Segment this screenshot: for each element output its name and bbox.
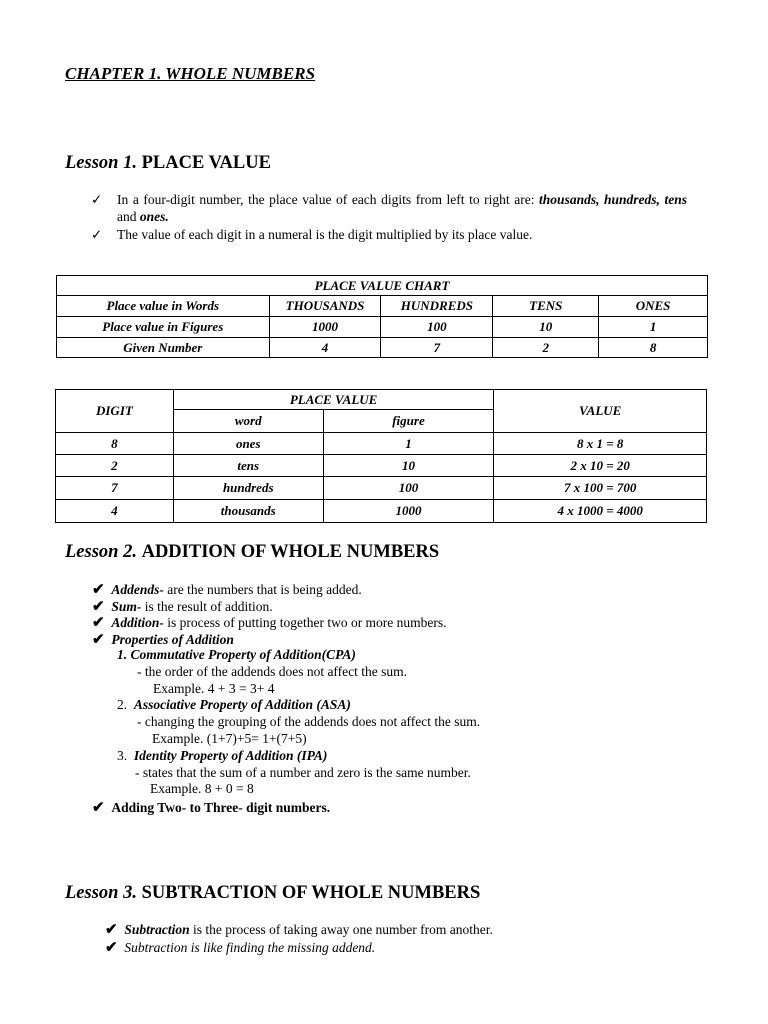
digit-header: DIGIT xyxy=(56,390,174,433)
lesson-1-main-title: PLACE VALUE xyxy=(141,153,271,173)
addends-definition: are the numbers that is being added. xyxy=(163,582,362,597)
table-cell: 8 xyxy=(599,338,708,358)
adding-title: Adding Two- to Three- digit numbers. xyxy=(111,800,331,815)
table-row xyxy=(56,477,707,500)
table-cell: Given Number xyxy=(57,338,270,358)
bullet-1-text: In a four-digit number, the place value of each digits from left to right are: xyxy=(117,192,540,207)
adding-numbers-item xyxy=(92,798,330,817)
table-cell: 2 xyxy=(493,338,599,358)
check-icon: ✔ xyxy=(105,940,118,956)
value-header: VALUE xyxy=(494,390,707,433)
lesson-3-main-title: SUBTRACTION OF WHOLE NUMBERS xyxy=(141,883,481,903)
header-cell: THOUSANDS xyxy=(269,296,381,317)
lesson-1-title xyxy=(65,153,271,174)
digit-value-table xyxy=(55,389,707,523)
word-header: word xyxy=(173,410,323,433)
chart-title: PLACE VALUE CHART xyxy=(57,276,708,296)
table-cell: 4 x 1000 = 4000 xyxy=(494,500,707,523)
table-cell: tens xyxy=(173,455,323,477)
bullet-text xyxy=(117,191,687,225)
check-icon: ✔ xyxy=(92,599,105,615)
table-cell: 100 xyxy=(323,477,494,500)
table-cell: thousands xyxy=(173,500,323,523)
table-cell: 7 xyxy=(381,338,493,358)
check-icon: ✔ xyxy=(92,800,105,816)
place-value-chart xyxy=(56,275,708,358)
asa-description: - changing the grouping of the addends does not affect the sum. xyxy=(137,714,481,729)
table-cell: 100 xyxy=(381,317,493,338)
cpa-description: - the order of the addends does not affect the sum. xyxy=(137,664,408,679)
table-cell: 10 xyxy=(493,317,599,338)
sum-definition: is the result of addition. xyxy=(141,599,273,614)
table-cell: 10 xyxy=(323,455,494,477)
missing-addend-item xyxy=(105,938,375,957)
place-value-header: PLACE VALUE xyxy=(173,390,494,410)
table-cell: 1000 xyxy=(269,317,381,338)
addition-term: Addition- xyxy=(111,615,164,630)
check-icon: ✓ xyxy=(91,227,103,242)
table-cell: 1 xyxy=(599,317,708,338)
table-cell: 4 xyxy=(56,500,174,523)
bullet-2-text: The value of each digit in a numeral is the digit multiplied by its place value. xyxy=(117,227,533,242)
table-cell: ones xyxy=(173,433,323,455)
header-cell: Place value in Words xyxy=(57,296,270,317)
ipa-title-line xyxy=(117,748,327,764)
ipa-title: Identity Property of Addition (IPA) xyxy=(133,748,328,763)
lesson-2-title xyxy=(65,542,439,563)
table-cell: 4 xyxy=(269,338,381,358)
check-icon: ✔ xyxy=(105,922,118,938)
asa-title: Associative Property of Addition (ASA) xyxy=(133,697,351,712)
lesson-3-title xyxy=(65,883,480,904)
missing-addend-text: Subtraction is like finding the missing addend. xyxy=(124,940,376,955)
sum-term: Sum- xyxy=(111,599,142,614)
subtraction-definition: is the process of taking away one number from another. xyxy=(189,922,493,937)
table-cell: 1000 xyxy=(323,500,494,523)
check-icon: ✔ xyxy=(92,615,105,631)
table-cell: hundreds xyxy=(173,477,323,500)
table-cell: 1 xyxy=(323,433,494,455)
asa-example: Example. (1+7)+5= 1+(7+5) xyxy=(152,731,307,746)
table-cell: 7 x 100 = 700 xyxy=(494,477,707,500)
check-icon: ✔ xyxy=(92,632,105,648)
table-cell: 2 xyxy=(56,455,174,477)
addends-term: Addends- xyxy=(111,582,164,597)
chapter-title: CHAPTER 1. WHOLE NUMBERS xyxy=(65,64,316,83)
figure-header: figure xyxy=(323,410,494,433)
ipa-description: - states that the sum of a number and zero is the same number. xyxy=(135,765,471,780)
ipa-example: Example. 8 + 0 = 8 xyxy=(150,781,254,796)
table-row xyxy=(56,455,707,477)
cpa-example: Example. 4 + 3 = 3+ 4 xyxy=(153,681,275,696)
check-icon: ✔ xyxy=(92,582,105,598)
lesson-3-prefix: Lesson 3. xyxy=(65,883,142,903)
bullet-1-emph-2: ones. xyxy=(139,209,169,224)
table-row xyxy=(56,500,707,523)
table-cell: 8 x 1 = 8 xyxy=(494,433,707,455)
bullet-1-and: and xyxy=(117,209,140,224)
subtraction-item xyxy=(105,920,493,939)
bullet-1-emph-1: thousands, hundreds, tens xyxy=(539,192,688,207)
lesson-1-prefix: Lesson 1. xyxy=(65,153,142,173)
table-cell: 8 xyxy=(56,433,174,455)
table-cell: 7 xyxy=(56,477,174,500)
lesson-2-prefix: Lesson 2. xyxy=(65,542,142,562)
properties-title: Properties of Addition xyxy=(111,632,234,647)
addition-definition: is process of putting together two or more numbers. xyxy=(163,615,447,630)
header-cell: TENS xyxy=(493,296,599,317)
table-cell: 2 x 10 = 20 xyxy=(494,455,707,477)
header-cell: HUNDREDS xyxy=(381,296,493,317)
asa-number: 2. xyxy=(117,697,128,712)
table-row xyxy=(56,433,707,455)
asa-title-line xyxy=(117,697,351,713)
lesson-2-main-title: ADDITION OF WHOLE NUMBERS xyxy=(141,542,440,562)
table-cell: Place value in Figures xyxy=(57,317,270,338)
ipa-number: 3. xyxy=(117,748,128,763)
header-cell: ONES xyxy=(599,296,708,317)
check-icon: ✓ xyxy=(91,192,103,207)
cpa-title: 1. Commutative Property of Addition(CPA) xyxy=(117,647,356,662)
subtraction-term: Subtraction xyxy=(124,922,190,937)
